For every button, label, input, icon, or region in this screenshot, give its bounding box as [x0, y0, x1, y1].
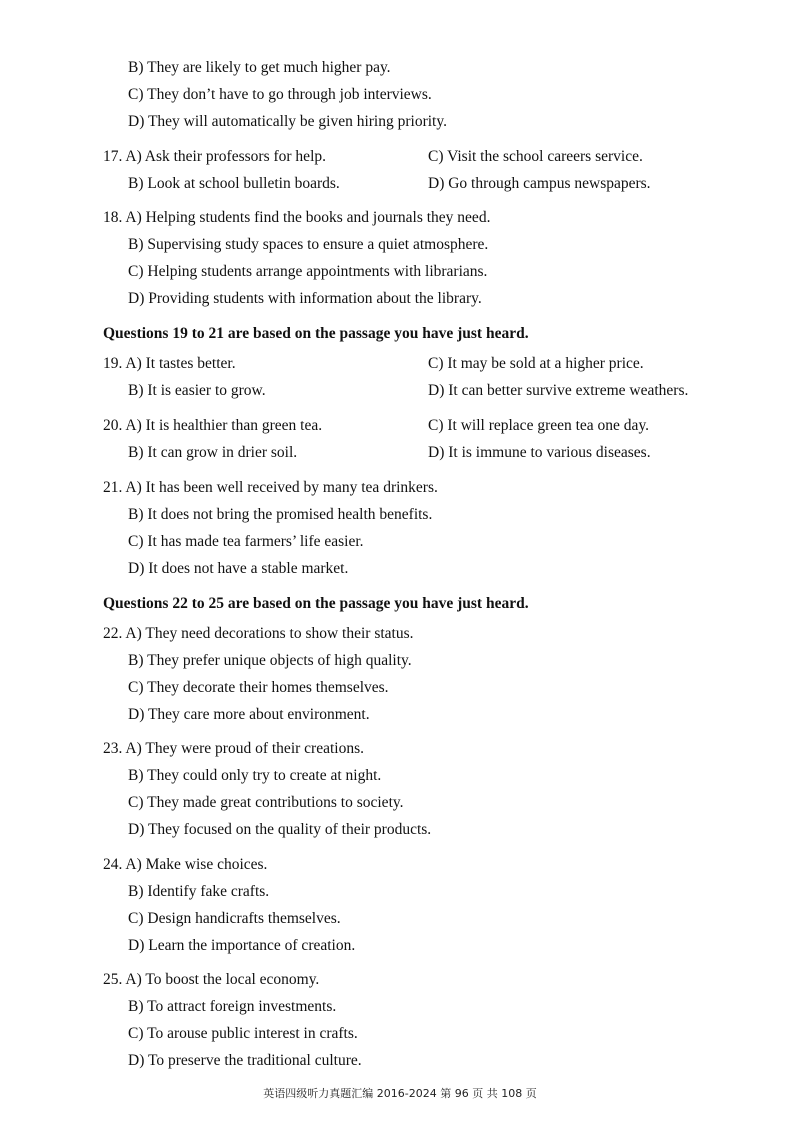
q18-option-b: B) Supervising study spaces to ensure a quiet atmosphere.: [128, 236, 489, 253]
q19-option-b: B) It is easier to grow.: [128, 382, 266, 399]
q21-option-b: B) It does not bring the promised health benefits.: [128, 506, 433, 523]
q24-option-a: 24. A) Make wise choices.: [103, 856, 268, 873]
q24-option-b: B) Identify fake crafts.: [128, 883, 270, 900]
q19-option-a: 19. A) It tastes better.: [103, 355, 236, 372]
q24-option-c: C) Design handicrafts themselves.: [128, 910, 341, 927]
q23-option-c: C) They made great contributions to society.: [128, 794, 404, 811]
q19-option-d: D) It can better survive extreme weathers.: [428, 382, 689, 399]
q25-option-a: 25. A) To boost the local economy.: [103, 971, 320, 988]
q17-option-d: D) Go through campus newspapers.: [428, 175, 651, 192]
q20-option-c: C) It will replace green tea one day.: [428, 417, 650, 434]
q24-option-d: D) Learn the importance of creation.: [128, 937, 356, 954]
q21-option-a: 21. A) It has been well received by many tea drinkers.: [103, 479, 438, 496]
section-heading-22-25: Questions 22 to 25 are based on the passage you have just heard.: [103, 595, 529, 612]
q23-option-a: 23. A) They were proud of their creations.: [103, 740, 364, 757]
page-footer: 英语四级听力真题汇编 2016-2024 第 96 页 共 108 页: [263, 1087, 537, 1100]
q23-option-b: B) They could only try to create at night.: [128, 767, 382, 784]
q17-option-c: C) Visit the school careers service.: [428, 148, 643, 165]
q18-option-d: D) Providing students with information about the library.: [128, 290, 482, 307]
q20-option-a: 20. A) It is healthier than green tea.: [103, 417, 323, 434]
q21-option-d: D) It does not have a stable market.: [128, 560, 349, 577]
q16-option-b: B) They are likely to get much higher pay.: [128, 59, 391, 76]
q17-option-a: 17. A) Ask their professors for help.: [103, 148, 326, 165]
q22-option-c: C) They decorate their homes themselves.: [128, 679, 389, 696]
q16-option-d: D) They will automatically be given hiring priority.: [128, 113, 447, 130]
q25-option-c: C) To arouse public interest in crafts.: [128, 1025, 358, 1042]
q22-option-a: 22. A) They need decorations to show their status.: [103, 625, 414, 642]
q25-option-d: D) To preserve the traditional culture.: [128, 1052, 362, 1069]
q20-option-b: B) It can grow in drier soil.: [128, 444, 298, 461]
q18-option-a: 18. A) Helping students find the books and journals they need.: [103, 209, 491, 226]
q17-option-b: B) Look at school bulletin boards.: [128, 175, 340, 192]
q20-option-d: D) It is immune to various diseases.: [428, 444, 651, 461]
q21-option-c: C) It has made tea farmers’ life easier.: [128, 533, 364, 550]
q18-option-c: C) Helping students arrange appointments with librarians.: [128, 263, 488, 280]
q22-option-b: B) They prefer unique objects of high quality.: [128, 652, 412, 669]
q16-option-c: C) They don’t have to go through job interviews.: [128, 86, 432, 103]
q22-option-d: D) They care more about environment.: [128, 706, 370, 723]
q19-option-c: C) It may be sold at a higher price.: [428, 355, 644, 372]
q25-option-b: B) To attract foreign investments.: [128, 998, 337, 1015]
q23-option-d: D) They focused on the quality of their products.: [128, 821, 432, 838]
section-heading-19-21: Questions 19 to 21 are based on the passage you have just heard.: [103, 325, 529, 342]
